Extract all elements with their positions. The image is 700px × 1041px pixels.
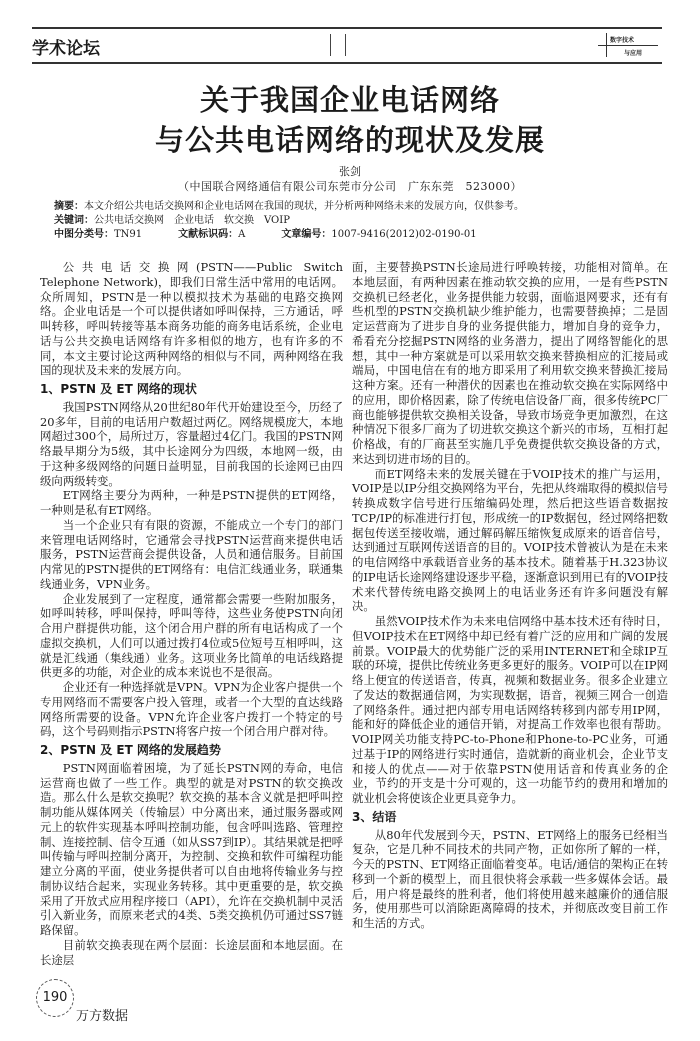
paragraph: 目前软交换表现在两个层面：长途层面和本地层面。在长途层 (40, 937, 343, 967)
doc-code: 文献标识码：A (178, 229, 246, 240)
page-header (32, 27, 662, 64)
paragraph: 而ET网络未来的发展关键在于VOIP技术的推广与运用，VOIP是以IP分组交换网络为平台，先把从终端取得的模拟信号转换成数字信号进行压缩编码处理，然后把这些语音数据按TCP/IP的标准进行打包，形成统一的IP数据包，经过网络把数据包传送至接收端，通过解码解压缩恢复成原来的语音信号，达到通过互联网传送语音的目的。VOIP技术曾被认为是在未来的电信网络中承载语音业务的基本技术。随着基于H.323协议的IP电话长途网络建设逐步平稳，逐渐意识到用已有的VOIP技术来代替传统电路交换网上的电话业务还有许多问题没有解决。 (352, 466, 668, 614)
paragraph: 企业还有一种选择就是VPN。VPN为企业客户提供一个专用网络而不需要客户投入管理，或者一个大型的直达线路网络所需要的设备。VPN允许企业客户拨打一个特定的号码，这个号码则指示PSTN将客户按一个闭合用户群对待。 (40, 680, 343, 739)
paragraph: PSTN网面临着困境，为了延长PSTN网的寿命，电信运营商也做了一些工作。典型的就是对PSTN的软交换改造。那么什么是软交换呢？软交换的基本含义就是把呼叫控制功能从媒体网关（传输层）中分离出来，通过服务器或网元上的软件实现基本呼叫控制功能，包含呼叫选路、管理控制、连接控制、信令互通（如从SS7到IP）。其结果就是把呼叫传输与呼叫控制分离开，为控制、交换和软件可编程功能建立分离的平面，使业务提供者可以自由地将传输业务与控制协议结合起来，实现业务转移。其中更重要的是，软交换采用了开放式应用程序接口（API），允许在交换机制中灵活引入新业务，而原来老式的4类、5类交换机仍可通过SS7链路保留。 (40, 760, 343, 937)
paragraph: 我国PSTN网络从20世纪80年代开始建设至今，历经了20多年，目前的电话用户数超过两亿。网络规模庞大，本地网超过300个，局所过万，容量超过4亿门。我国的PSTN网络最早期分为5级，其中长途网分为四级，本地网一级，由于这种多级网络的问题日益明显，目前我国的长途网已由四级向两级转变。 (40, 399, 343, 488)
affiliation: （中国联合网络通信有限公司东莞市分公司 广东东莞 523000） (178, 180, 522, 193)
abstract: 摘要：本文介绍公共电话交换网和企业电话网在我国的现状，并分析两种网络未来的发展方向，仅供参考。 (54, 201, 524, 212)
journal-logo (598, 31, 662, 59)
section-label: 学术论坛 (32, 39, 100, 59)
left-column (40, 260, 343, 1041)
watermark: 万方数据 (76, 1009, 129, 1025)
class-number: 中图分类号：TN91 (54, 229, 143, 240)
article-meta (54, 200, 660, 242)
paragraph: 公共电话交换网(PSTN——Public Switch Telephone Network)，即我们日常生活中常用的电话网。众所周知，PSTN是一种以模拟技术为基础的电路交换网络。企业电话是一个可以提供诸如呼叫保持，三方通话，呼叫转移，呼叫转接等基本商务功能的商务电话系统，企业电话与公共交换电话网络有许多相似的地方，也有许多的不同，本文主要讨论这两种网络的相似与不同，两种网络在我国的现状及未来的发展方向。 (40, 260, 343, 378)
paragraph: 虽然VOIP技术作为未来电信网络中基本技术还有待时日，但VOIP技术在ET网络中却已经有着广泛的应用和广阔的发展前景。VOIP最大的优势能广泛的采用INTERNET和全球IP互联的环境，提供比传统业务更多更好的服务。VOIP可以在IP网络上便宜的传送语音，传真，视频和数据业务。很多企业建立了发达的数据通信网，为实现数据，语音，视频三网合一创造了网络条件。通过把内部专用电话网络转移到内部专用IP网，能和好的降低企业的通信开销，对提高工作效率也很有帮助。VOIP网关功能支持PC-to-Phone和Phone-to-PC业务，可通过基于IP的网络进行实时通信，造就新的商业机会，企业节支和接人的优点——对于依靠PSTN使用话音和传真业务的企业，节约的开支是十分可观的，这一功能节约的费用和增加的就业机会将使该企业更具竞争力。 (352, 614, 668, 805)
classification (54, 228, 660, 242)
page-number: 190 (36, 979, 74, 1017)
header-divider-bars (330, 34, 346, 56)
page-footer (36, 979, 343, 1031)
keywords: 关键词：公共电话交换网 企业电话 软交换 VOIP (54, 215, 290, 226)
logo-text-2: 与应用 (624, 50, 643, 57)
section-heading-2: 2、PSTN 及 ET 网络的发展趋势 (40, 743, 221, 757)
paragraph: 面，主要替换PSTN长途局进行呼唤转接，功能相对简单。在本地层面，有两种因素在推动软交换的应用，一是有些PSTN交换机已经老化，业务提供能力较弱，面临退网要求，还有有些机型的PSTN交换机缺少维护能力，也需要替换掉；二是固定运营商为了进步自身的业务提供能力，增加自身的竞争力，希看充分挖掘PSTN网络的业务潜力，提出了网络智能化的思想，其中一种方案就是可以采用软交换来替换相应的汇接局或端局，中国电信在有的地方即采用了利用软交换来替换汇接局这种方案。还有一种潜伏的因素也在推动软交换在实际网络中的应用，即价格因素，除了传统电信设备厂商，很多传统PC厂商也能够提供软交换相关设备，导致市场竞争更加激烈，在这种情况下很多厂商为了切进软交换这个新兴的市场，互相打起价格战，有的厂商甚至实施几乎免费提供软交换设备的方式，来达到切进市场的目的。 (352, 260, 668, 466)
title-line-1: 关于我国企业电话网络 (199, 83, 500, 117)
title-line-2: 与公共电话网络的现状及发展 (154, 123, 545, 157)
section-heading-1: 1、PSTN 及 ET 网络的现状 (40, 382, 197, 396)
logo-text-1: 数字技术 (610, 37, 635, 44)
paragraph: 企业发展到了一定程度，通常都会需要一些附加服务，如呼叫转移，呼叫保持，呼叫等待，这些业务使PSTN向闭合用户群提供功能，这个闭合用户群的所有电话构成了一个虚拟交换机，人们可以通过拨打4位或5位短号互相呼叫，这就是汇线通（集线通）业务。这项业务比简单的电话线路提供更多的功能，对企业的成本来说也不是很高。 (40, 591, 343, 680)
section-heading-3: 3、结语 (352, 809, 397, 824)
paragraph: 当一个企业只有有限的资源，不能成立一个专门的部门来管理电话网络时，它通常会寻找PSTN运营商来提供电话服务，PSTN运营商会提供设备，人员和通信服务。目前国内常见的PSTN提供的ET网络有：电信汇线通业务，联通集线通业务，VPN业务。 (40, 517, 343, 591)
title-block (0, 80, 700, 160)
paragraph: ET网络主要分为两种，一种是PSTN提供的ET网络，一种则是私有ET网络。 (40, 488, 343, 517)
right-column (352, 260, 668, 931)
paragraph: 从80年代发展到今天，PSTN、ET网络上的服务已经相当复杂，它是几种不同技术的共同产物，正如你所了解的一样，今天的PSTN、ET网络正面临着变革。电话/通信的架构正在转移到一个新的模型上，而且很快将会承载一些多媒体会话。最后，用户将是最终的胜利者，他们将使用越来越廉价的通信服务，使用那些可以消除距离障碍的技术，并彻底改变目前工作和生活的方式。 (352, 827, 668, 930)
body-columns (40, 260, 668, 1041)
author: 张剑 (339, 165, 361, 178)
article-number: 文章编号：1007-9416(2012)02-0190-01 (281, 229, 477, 240)
